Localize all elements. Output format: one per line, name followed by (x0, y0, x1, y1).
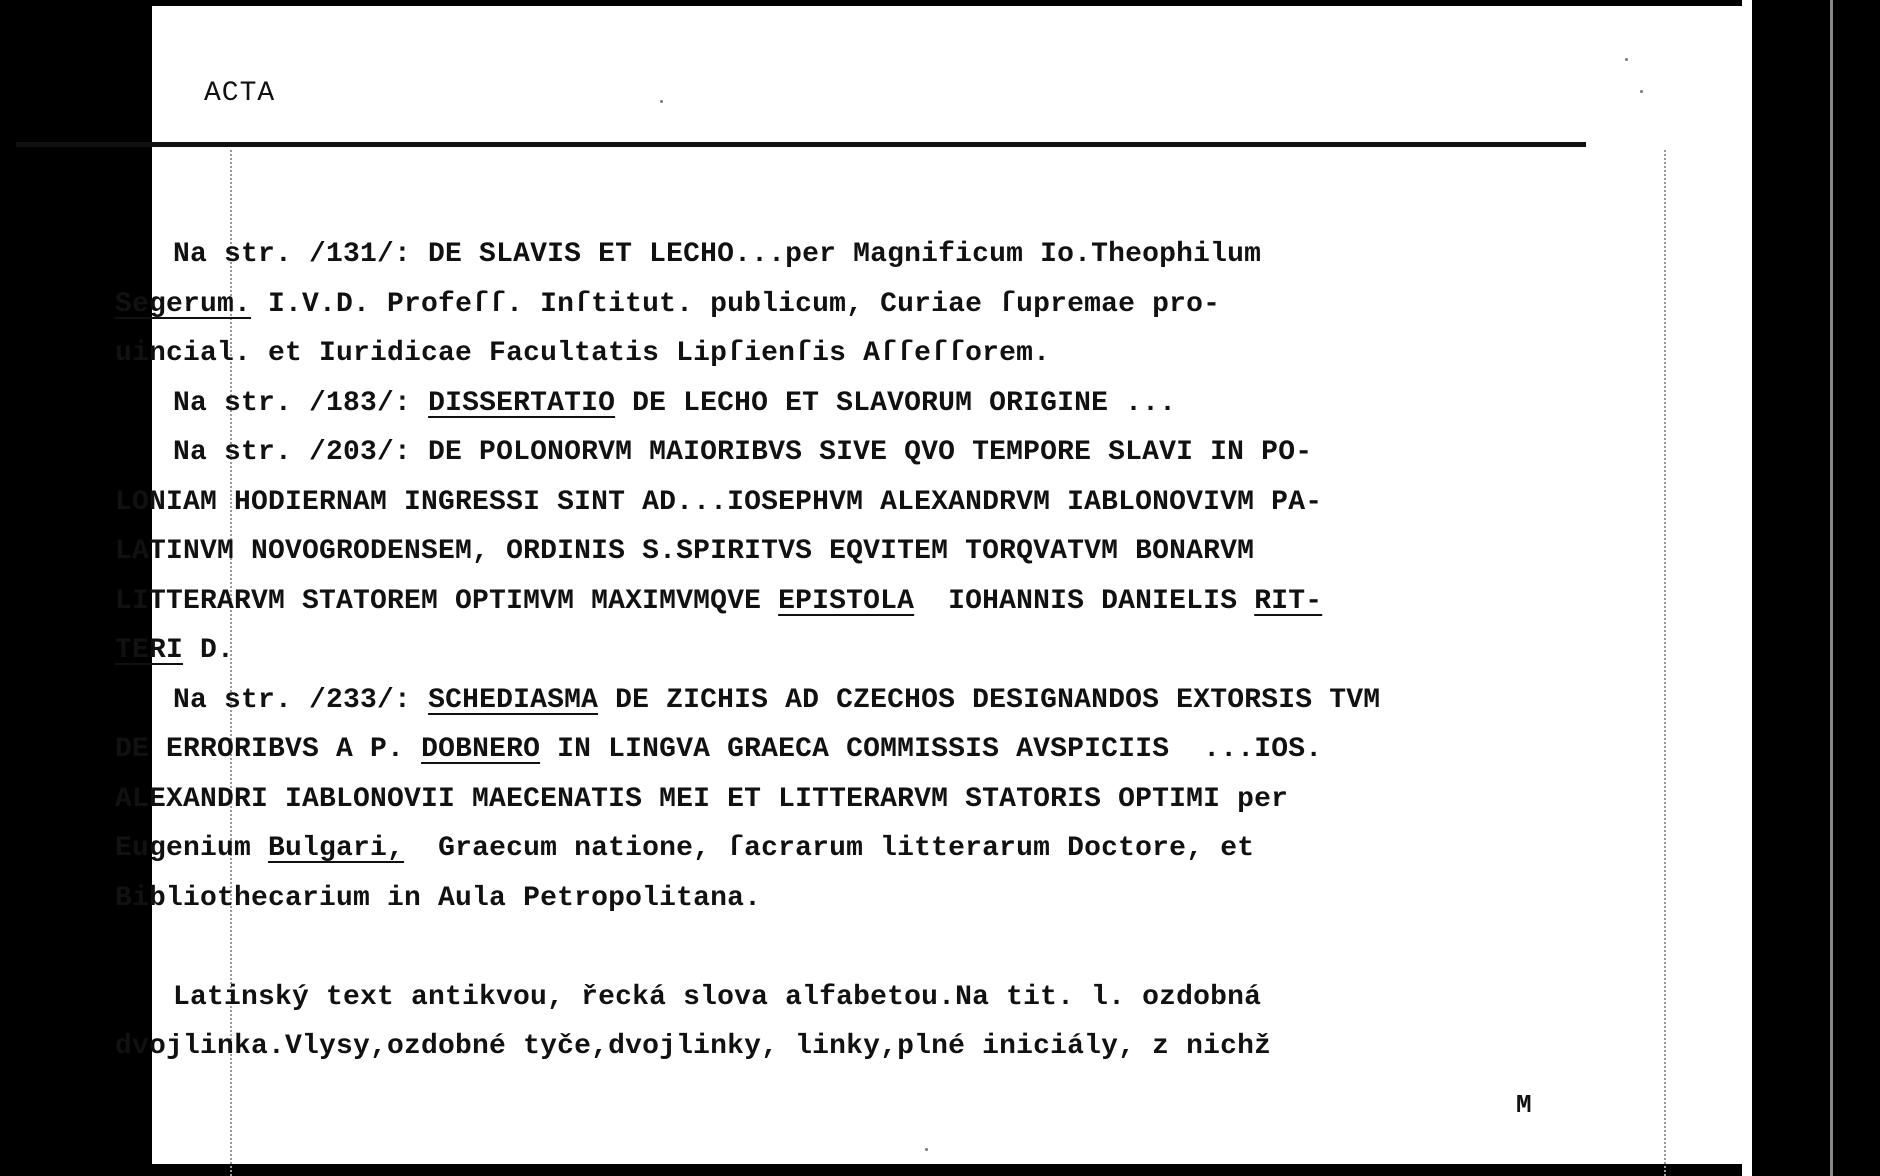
text-run: : DE POLONORVM MAIORIBVS SIVE QVO TEMPORE SLAVI IN PO- (394, 437, 1313, 468)
scan-speck (1640, 90, 1643, 93)
margin-mark: M (1516, 1090, 1532, 1120)
text-run: Na str. (173, 387, 310, 419)
text-run: LONIAM HODIERNAM INGRESSI SINT AD...IOSEPHVM ALEXANDRVM IABLONOVIVM PA- (115, 486, 1323, 518)
entry-line (115, 676, 1605, 726)
text-run: Bibliothecarium in Aula Petropolitana. (115, 882, 762, 914)
text-run: I.V.D. Profeſſ. Inſtitut. publicum, Curiae ſupremae pro- (251, 288, 1221, 320)
header-rule (16, 142, 1586, 147)
underlined-text: Bulgari, (268, 833, 405, 864)
text-run: DE ERRORIBVS A P. (115, 734, 422, 765)
text-run: Na str. (173, 437, 310, 468)
text-run: Graecum natione, ſacrarum litterarum Doctore, et (404, 833, 1255, 864)
entry-line (115, 824, 1605, 874)
text-run: ALEXANDRI IABLONOVII MAECENATIS MEI ET LITTERARVM STATORIS OPTIMI per (115, 783, 1289, 815)
text-run: LATINVM NOVOGRODENSEM, ORDINIS S.SPIRITVS EQVITEM TORQVATVM BONARVM (115, 536, 1255, 567)
underlined-text: Segerum. (115, 288, 252, 320)
entry-line (115, 379, 1605, 429)
paragraph-gap (115, 923, 1605, 973)
text-run: D. (183, 635, 235, 666)
entry-line (115, 280, 1605, 330)
note-line: Latinský text antikvou, řecká slova alfabetou.Na tit. l. ozdobná (173, 981, 1262, 1013)
text-run: IN LINGVA GRAECA COMMISSIS AVSPICIIS ...IOS. (540, 734, 1323, 765)
card-edge (1742, 0, 1752, 1176)
scan-border-line (1830, 0, 1833, 1176)
entry-line (115, 626, 1605, 676)
text-run: /233/ (309, 684, 395, 716)
entry-line (115, 775, 1605, 825)
entry-line (115, 527, 1605, 577)
text-run: : DE SLAVIS ET LECHO...per Magnificum Io.Theophilum (394, 239, 1262, 270)
entry-line (115, 874, 1605, 924)
note-line: dvojlinka.Vlysy,ozdobné tyče,dvojlinky, linky,plné iniciály, z nichž (115, 1031, 1272, 1062)
text-run: /203/ (309, 437, 395, 468)
text-run: DE LECHO ET SLAVORUM ORIGINE ... (615, 387, 1177, 419)
card-body-text (115, 230, 1605, 1072)
underlined-text: DOBNERO (421, 734, 541, 765)
text-run: uincial. et Iuridicae Facultatis Lipſienſis Aſſeſſorem. (115, 338, 1051, 369)
underlined-text: SCHEDIASMA (428, 684, 599, 716)
text-run: DE ZICHIS AD CZECHOS DESIGNANDOS EXTORSIS TVM (598, 684, 1381, 716)
underlined-text: TERI (115, 635, 184, 666)
scan-speck (1625, 58, 1628, 61)
scan-speck (925, 1148, 928, 1151)
entry-line (115, 725, 1605, 775)
text-run: /131/ (309, 239, 395, 270)
card-header-title: ACTA (204, 78, 276, 109)
entry-line (115, 478, 1605, 528)
scan-speck (660, 100, 663, 103)
text-run: : (394, 684, 429, 716)
right-margin-guide (1664, 150, 1666, 1176)
text-run: /183/ (309, 387, 395, 419)
text-run: Na str. (173, 684, 310, 716)
text-run: LITTERARVM STATOREM OPTIMVM MAXIMVMQVE (115, 585, 779, 617)
underlined-text: EPISTOLA (778, 585, 915, 617)
underlined-text: RIT- (1254, 585, 1323, 617)
text-run: Na str. (173, 239, 310, 270)
entry-line (115, 428, 1605, 478)
underlined-text: DISSERTATIO (428, 387, 616, 419)
entry-line (115, 329, 1605, 379)
text-run: IOHANNIS DANIELIS (914, 585, 1255, 617)
text-run: Eugenium (115, 833, 269, 864)
entry-line (115, 577, 1605, 627)
text-run: : (394, 387, 429, 419)
entry-line (115, 230, 1605, 280)
